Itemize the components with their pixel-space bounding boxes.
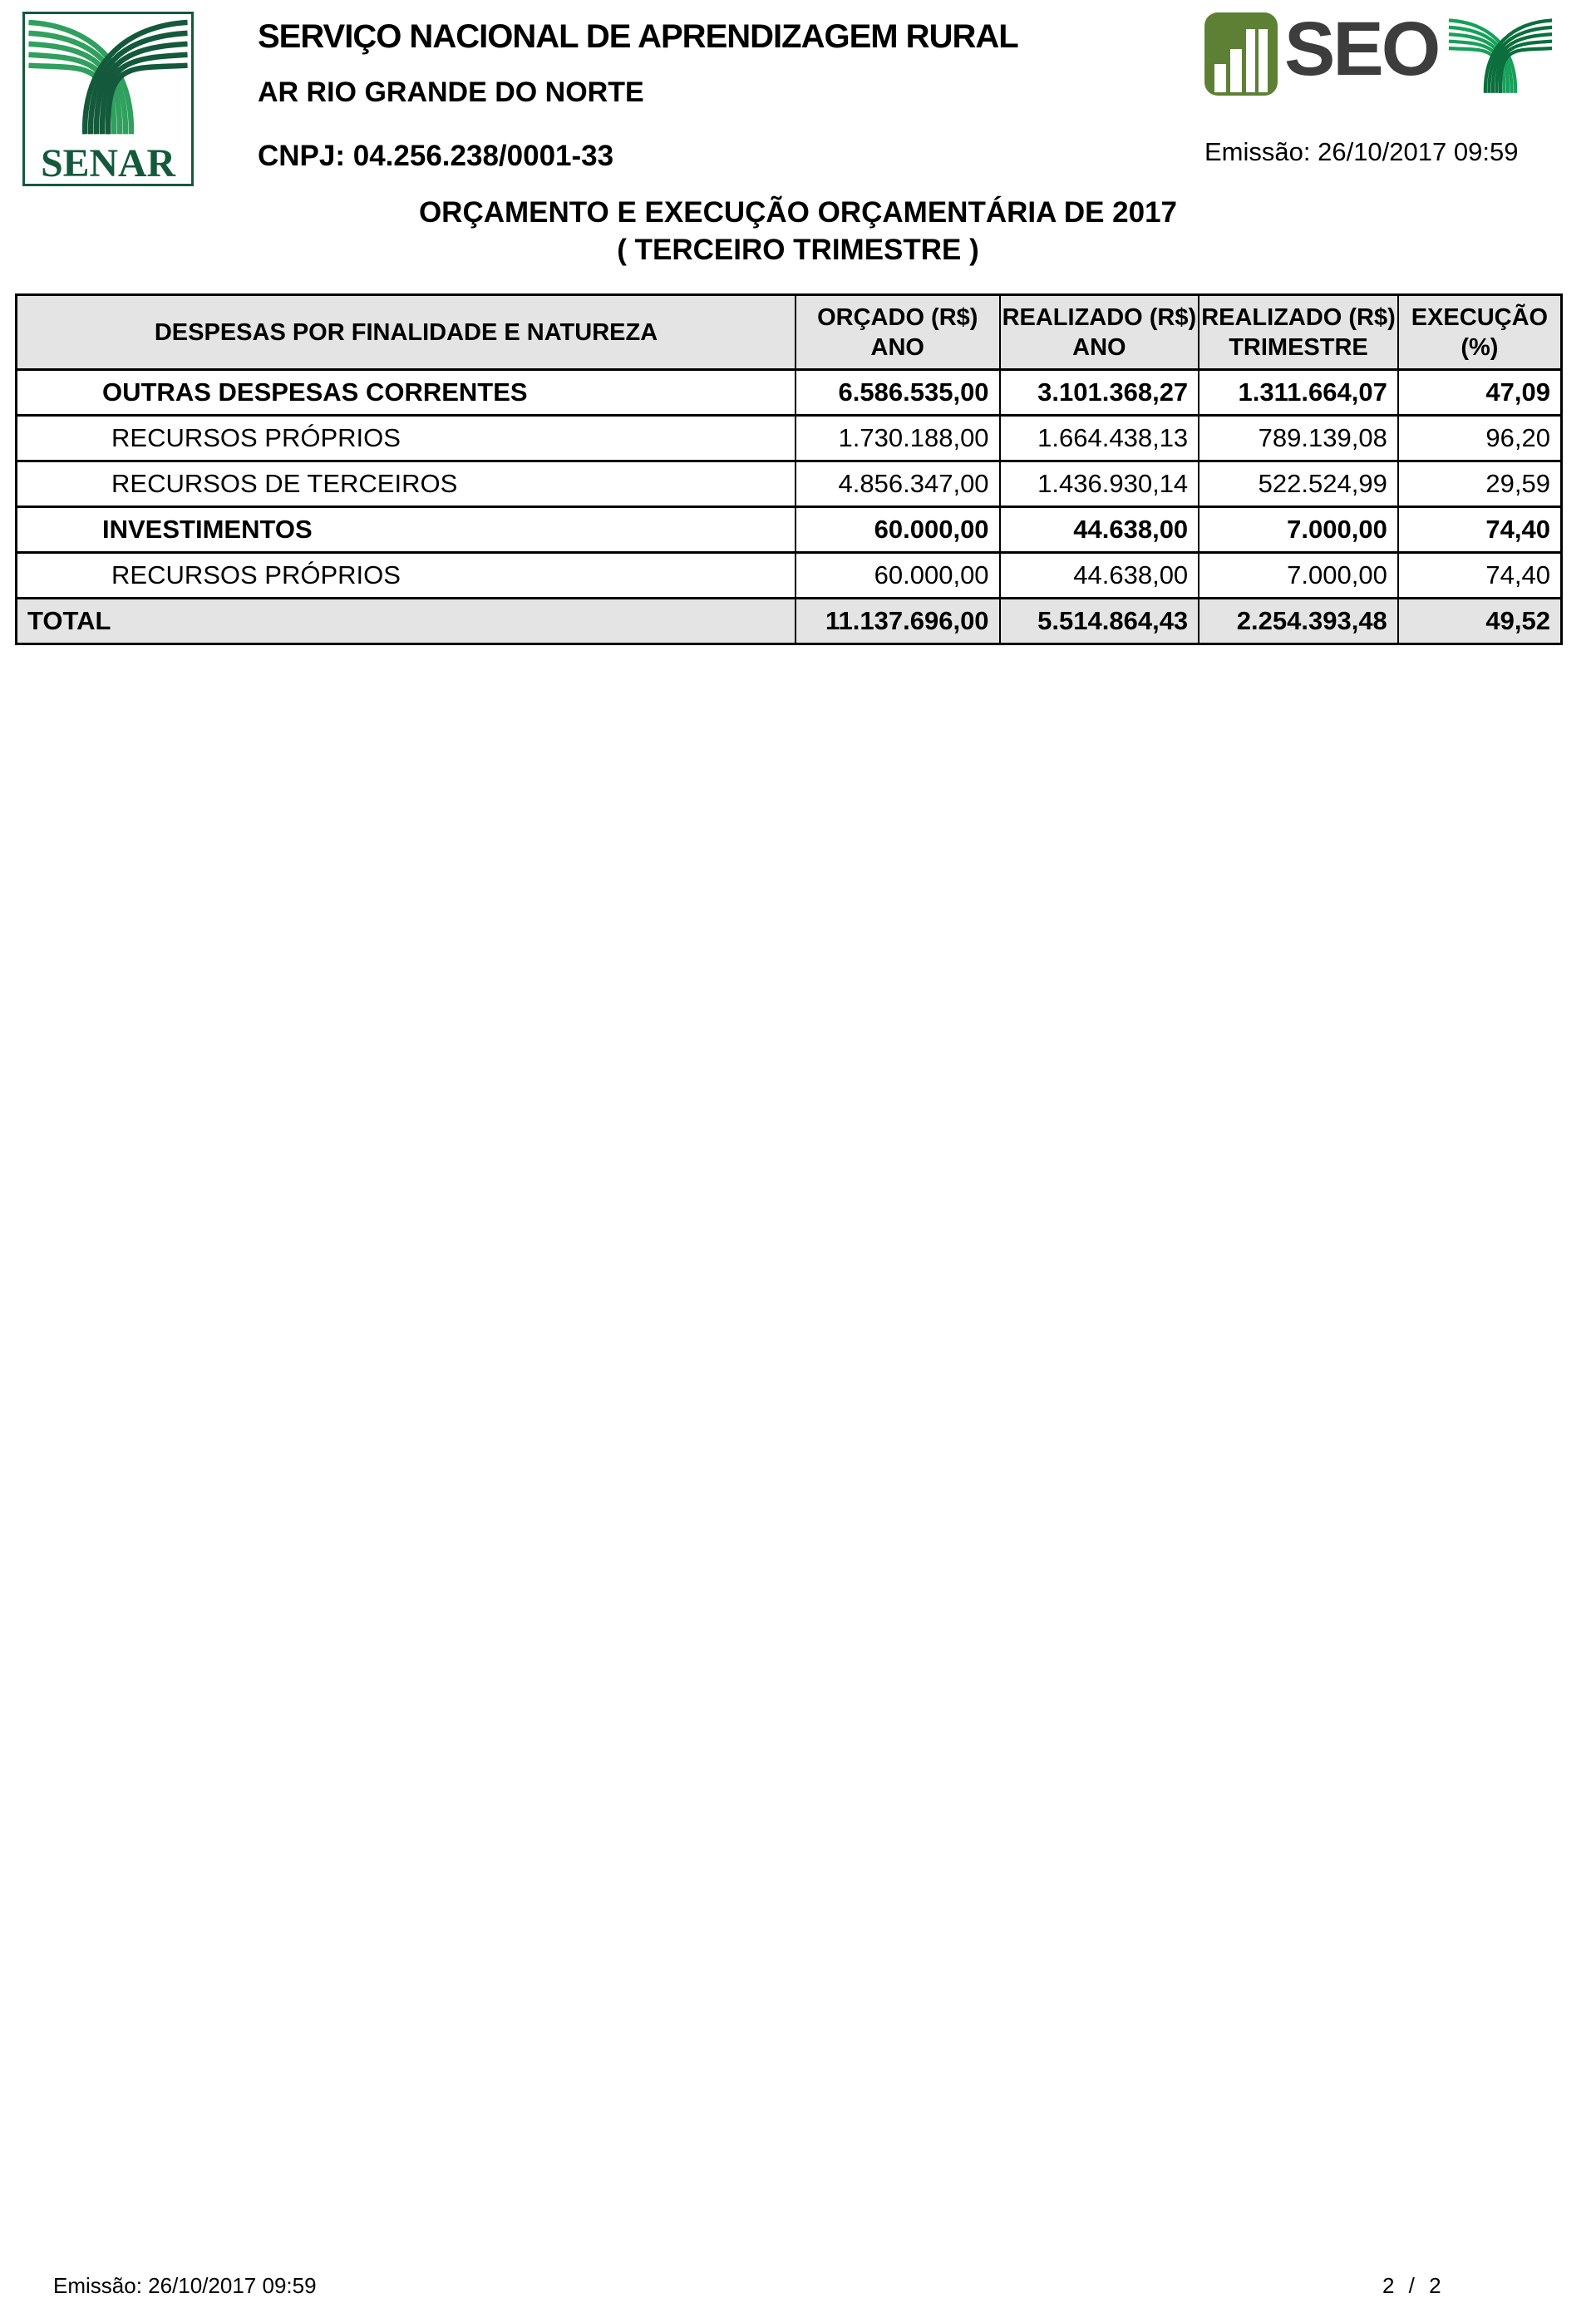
row-value: 4.856.347,00 <box>796 461 1000 507</box>
row-value: 1.730.188,00 <box>796 416 1000 461</box>
col-header-execucao <box>1398 295 1562 370</box>
document-title-line2: ( TERCEIRO TRIMESTRE ) <box>617 234 979 266</box>
col-header-orcado-ano <box>796 295 1000 370</box>
row-value: 60.000,00 <box>796 553 1000 599</box>
row-value: 11.137.696,00 <box>796 599 1000 644</box>
budget-table <box>15 293 1563 645</box>
col-header-realizado-ano <box>1000 295 1199 370</box>
footer-emission-datetime: Emissão: 26/10/2017 09:59 <box>53 2273 317 2298</box>
row-value: 1.436.930,14 <box>1000 461 1199 507</box>
table-row <box>17 461 1562 507</box>
row-value: 44.638,00 <box>1000 553 1199 599</box>
col-header-label: EXECUÇÃO <box>1411 303 1549 331</box>
budget-table-body <box>17 370 1562 644</box>
table-row-total <box>17 599 1562 644</box>
row-label: OUTRAS DESPESAS CORRENTES <box>17 370 796 416</box>
row-value: 6.586.535,00 <box>796 370 1000 416</box>
col-header-label: ORÇADO (R$) <box>817 303 978 331</box>
row-value: 74,40 <box>1398 507 1562 553</box>
row-value: 2.254.393,48 <box>1199 599 1398 644</box>
row-value: 789.139,08 <box>1199 416 1398 461</box>
seo-bar-chart-icon <box>1204 12 1278 96</box>
col-header-realizado-trimestre <box>1199 295 1398 370</box>
col-header-despesas <box>17 295 796 370</box>
senar-logo-icon <box>25 14 191 184</box>
table-row <box>17 507 1562 553</box>
table-header-row <box>17 295 1562 370</box>
seo-logo <box>1204 7 1567 98</box>
document-title <box>0 194 1596 269</box>
org-name: SERVIÇO NACIONAL DE APRENDIZAGEM RURAL <box>258 18 1018 55</box>
row-label: RECURSOS PRÓPRIOS <box>17 553 796 599</box>
org-unit: AR RIO GRANDE DO NORTE <box>258 76 644 108</box>
col-header-label: REALIZADO (R$) <box>1002 303 1197 331</box>
table-row <box>17 416 1562 461</box>
row-value: 74,40 <box>1398 553 1562 599</box>
senar-logo <box>22 12 194 186</box>
seo-wings-icon <box>1434 15 1567 96</box>
col-header-label: ANO <box>1072 333 1126 361</box>
document-title-line1: ORÇAMENTO E EXECUÇÃO ORÇAMENTÁRIA DE 2017 <box>418 196 1178 229</box>
senar-logo-text: SENAR <box>41 141 175 184</box>
col-header-label: (%) <box>1461 333 1499 361</box>
row-value: 47,09 <box>1398 370 1562 416</box>
row-value: 5.514.864,43 <box>1000 599 1199 644</box>
footer-page-number: 2 / 2 <box>1382 2273 1441 2298</box>
row-value: 7.000,00 <box>1199 507 1398 553</box>
row-value: 522.524,99 <box>1199 461 1398 507</box>
row-value: 7.000,00 <box>1199 553 1398 599</box>
row-value: 1.664.438,13 <box>1000 416 1199 461</box>
table-row <box>17 553 1562 599</box>
row-label: INVESTIMENTOS <box>17 507 796 553</box>
org-cnpj: CNPJ: 04.256.238/0001-33 <box>258 140 614 172</box>
emission-datetime: Emissão: 26/10/2017 09:59 <box>1204 137 1519 166</box>
row-value: 29,59 <box>1398 461 1562 507</box>
row-label: RECURSOS DE TERCEIROS <box>17 461 796 507</box>
col-header-label: REALIZADO (R$) <box>1201 303 1396 331</box>
row-label: RECURSOS PRÓPRIOS <box>17 416 796 461</box>
row-value: 3.101.368,27 <box>1000 370 1199 416</box>
table-row <box>17 370 1562 416</box>
col-header-label: TRIMESTRE <box>1229 333 1368 361</box>
seo-logo-text: SEO <box>1284 7 1439 91</box>
row-value: 60.000,00 <box>796 507 1000 553</box>
col-header-label: ANO <box>870 333 924 361</box>
row-value: 49,52 <box>1398 599 1562 644</box>
row-value: 44.638,00 <box>1000 507 1199 553</box>
row-label: TOTAL <box>17 599 796 644</box>
col-header-label: DESPESAS POR FINALIDADE E NATUREZA <box>154 318 658 346</box>
row-value: 1.311.664,07 <box>1199 370 1398 416</box>
row-value: 96,20 <box>1398 416 1562 461</box>
